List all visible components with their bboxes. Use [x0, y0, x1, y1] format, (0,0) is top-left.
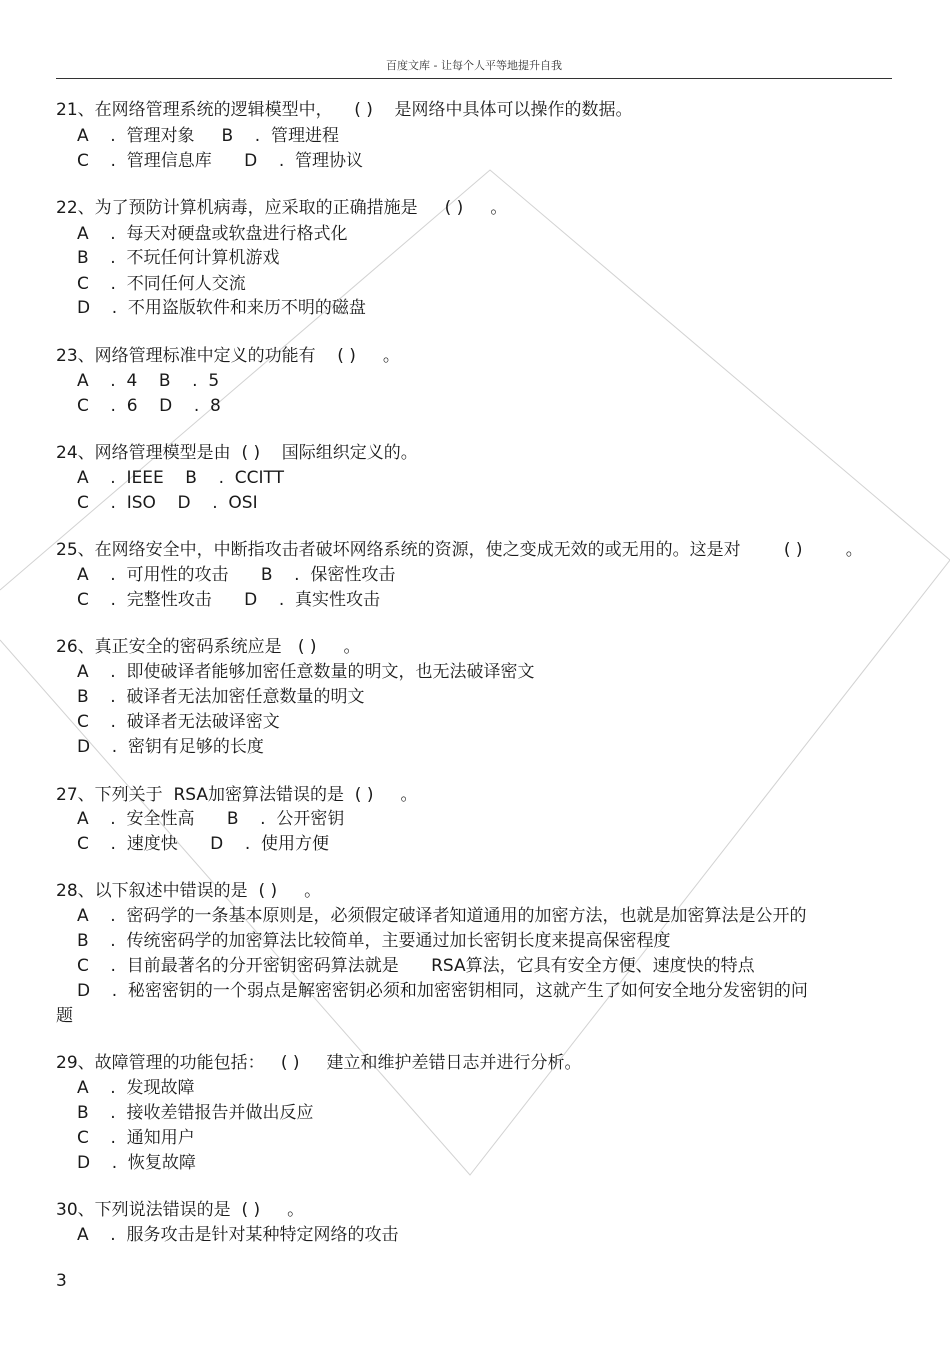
option-line: B . 破译者无法加密任意数量的明文	[77, 687, 365, 707]
option-line: A . 安全性高 B . 公开密钥	[77, 809, 345, 829]
option-line: A . 密码学的一条基本原则是，必须假定破译者知道通用的加密方法，也就是加密算法是公开的	[77, 906, 807, 926]
question-stem: 21、在网络管理系统的逻辑模型中， ( ) 是网络中具体可以操作的数据。	[56, 100, 633, 120]
option-line: C . 完整性攻击 D . 真实性攻击	[77, 590, 381, 610]
option-line: A . 每天对硬盘或软盘进行格式化	[77, 224, 348, 244]
option-line: A . 发现故障	[77, 1078, 195, 1098]
option-line: D . 密钥有足够的长度	[77, 737, 264, 757]
question-stem: 23、网络管理标准中定义的功能有 ( ) 。	[56, 346, 400, 366]
question-stem: 22、为了预防计算机病毒，应采取的正确措施是 ( ) 。	[56, 198, 508, 218]
question-stem: 28、以下叙述中错误的是 ( ) 。	[56, 881, 322, 901]
question-stem: 25、在网络安全中，中断指攻击者破坏网络系统的资源，使之变成无效的或无用的。这是对 ( ) 。	[56, 540, 863, 560]
option-continuation: 题	[56, 1006, 73, 1026]
option-line: A . IEEE B . CCITT	[77, 468, 285, 488]
option-line: D . 恢复故障	[77, 1153, 196, 1173]
question-stem: 27、下列关于 RSA加密算法错误的是 ( ) 。	[56, 785, 418, 805]
page-header: 百度文库 - 让每个人平等地提升自我	[56, 57, 892, 79]
question-stem: 29、故障管理的功能包括： ( ) 建立和维护差错日志并进行分析。	[56, 1053, 582, 1073]
option-line: A . 4 B . 5	[77, 371, 220, 391]
option-line: C . 破译者无法破译密文	[77, 712, 280, 732]
option-line: C . 不同任何人交流	[77, 274, 246, 294]
option-line: A . 管理对象 B . 管理进程	[77, 126, 339, 146]
question-stem: 26、真正安全的密码系统应是 ( ) 。	[56, 637, 361, 657]
option-line: C . 速度快 D . 使用方便	[77, 834, 330, 854]
option-line: C . 6 D . 8	[77, 396, 221, 416]
option-line: A . 可用性的攻击 B . 保密性攻击	[77, 565, 396, 585]
option-line: B . 接收差错报告并做出反应	[77, 1103, 314, 1123]
option-line: A . 即使破译者能够加密任意数量的明文，也无法破译密文	[77, 662, 535, 682]
option-line: A . 服务攻击是针对某种特定网络的攻击	[77, 1225, 399, 1245]
question-stem: 24、网络管理模型是由 ( ) 国际组织定义的。	[56, 443, 418, 463]
option-line: C . 管理信息库 D . 管理协议	[77, 151, 364, 171]
option-line: C . 通知用户	[77, 1128, 195, 1148]
option-line: D . 不用盗版软件和来历不明的磁盘	[77, 298, 366, 318]
option-line: C . ISO D . OSI	[77, 493, 258, 513]
question-stem: 30、下列说法错误的是 ( ) 。	[56, 1200, 305, 1220]
option-line: B . 不玩任何计算机游戏	[77, 248, 280, 268]
page-number: 3	[56, 1271, 67, 1291]
option-line: B . 传统密码学的加密算法比较简单，主要通过加长密钥长度来提高保密程度	[77, 931, 671, 951]
option-line: D . 秘密密钥的一个弱点是解密密钥必须和加密密钥相同，这就产生了如何安全地分发密钥的问	[77, 981, 808, 1001]
option-line: C . 目前最著名的分开密钥密码算法就是 RSA算法，它具有安全方便、速度快的特点	[77, 956, 755, 976]
